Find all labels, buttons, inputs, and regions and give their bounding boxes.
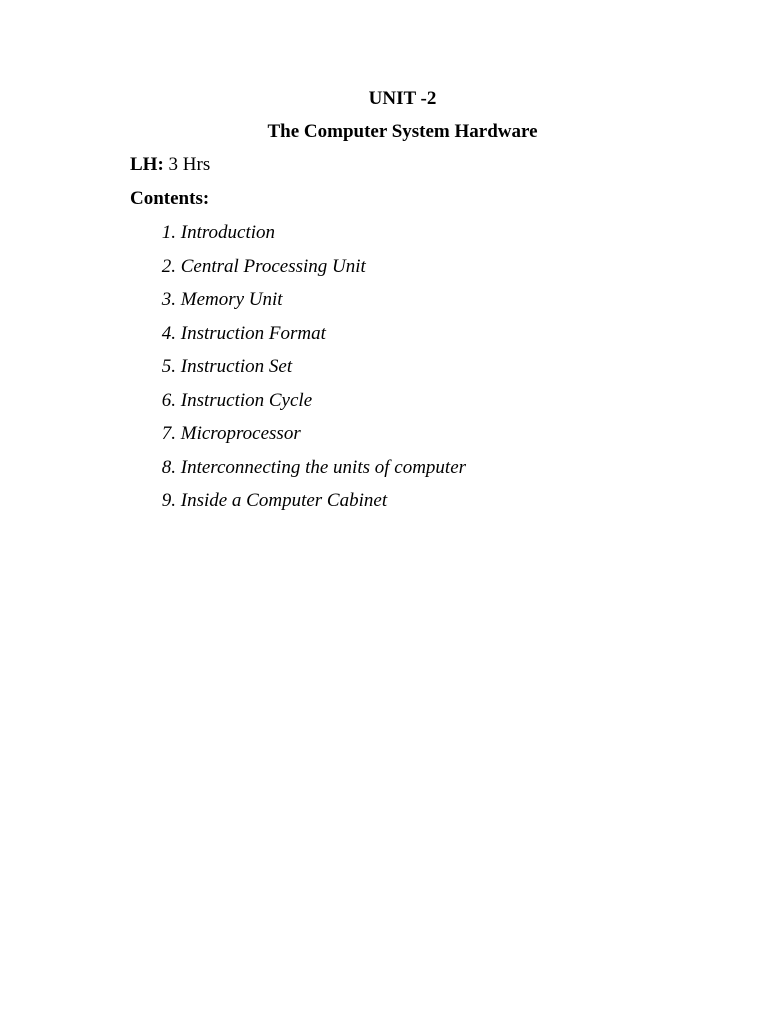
list-item-number: 8. [161,456,176,478]
lecture-hours-line [130,153,210,177]
unit-heading: UNIT -2 [368,88,437,109]
list-item-number: 7. [161,423,176,444]
list-item-text: Interconnecting the units of computer [180,456,467,478]
list-item-number: 9. [161,490,176,511]
list-item-text: Instruction Format [180,322,326,344]
contents-list [150,221,466,523]
list-item-number: 4. [161,322,176,344]
list-item-text: Microprocessor [180,423,301,444]
list-item-number: 2. [161,255,176,277]
lecture-hours-value: 3 Hrs [163,154,211,175]
list-item-text: Central Processing Unit [180,255,366,277]
list-item-text: Instruction Cycle [180,389,313,411]
list-item-number: 6. [161,389,176,411]
list-item [150,422,466,456]
page-title: The Computer System Hardware [267,121,538,142]
list-item [150,255,466,289]
list-item [150,221,466,255]
list-item [150,489,466,523]
list-item-number: 3. [161,289,176,310]
list-item-text: Introduction [180,222,276,243]
list-item [150,355,466,389]
list-item-text: Memory Unit [180,289,283,310]
contents-heading: Contents: [130,188,210,209]
list-item [150,389,466,423]
list-item [150,322,466,356]
list-item [150,288,466,322]
lecture-hours-label: LH: [130,154,164,175]
list-item-text: Instruction Set [180,356,293,377]
list-item-number: 1. [161,222,176,243]
list-item [150,456,466,490]
list-item-text: Inside a Computer Cabinet [180,490,388,511]
list-item-number: 5. [161,356,176,377]
